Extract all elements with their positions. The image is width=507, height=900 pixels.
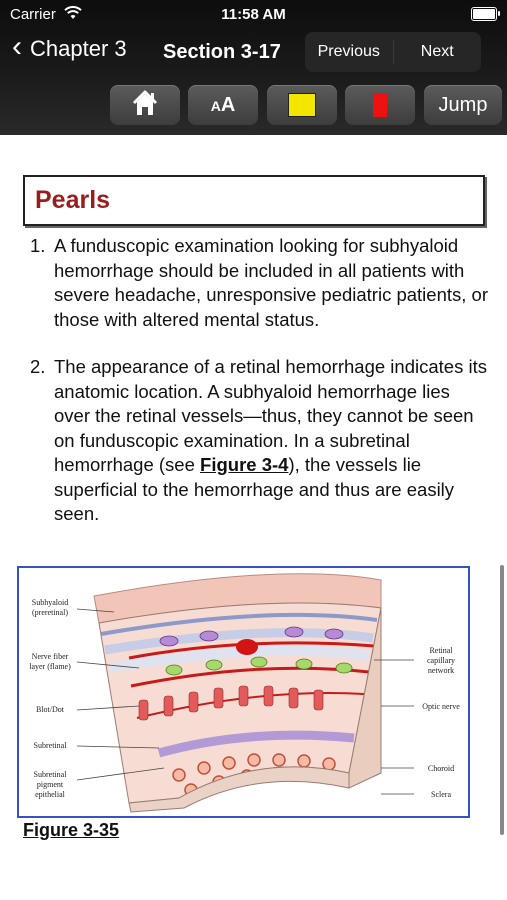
list-item [30,355,490,527]
toolbar [0,85,507,127]
top-bar [0,0,507,135]
pearls-header-box [23,175,485,226]
next-button[interactable]: Next [420,43,454,60]
back-label: Chapter 3 [30,36,127,61]
item-text: A funduscopic examination looking for subhyaloid hemorrhage should be included in all patients with severe headache, unresponsive pediatric patients, or those with altered mental status. [54,235,488,330]
label-text: network [427,666,455,675]
label-text: Subretinal [33,741,67,750]
label-text: capillary [427,656,455,665]
red-highlight-icon [373,93,387,117]
label-text: Subretinal [33,770,67,779]
label-text: Optic nerve [422,702,460,711]
figure-3-4-link[interactable]: Figure 3-4 [200,454,289,475]
item-text-before-link: The appearance of a retinal hemorrhage indicates its anatomic location. A subhyaloid hemorrhage lies over the retinal vessels—thus, they cannot be seen on funduscopic examination. In a subretinal hemorrhage (see [54,356,487,475]
clock: 11:58 AM [221,6,286,23]
previous-button[interactable]: Previous [317,43,380,60]
label-subhyaloid [23,598,77,618]
item-number: 2. [30,356,46,377]
highlight-red-button[interactable] [345,85,415,125]
label-blot-dot [23,705,77,715]
list-item [30,234,490,332]
label-text: Choroid [427,764,455,773]
label-subretinal [23,741,77,751]
pearls-list [30,234,490,550]
label-text: epithelial [35,790,65,799]
label-text: layer (flame) [29,662,71,671]
item-number: 1. [30,235,46,256]
retina-figure[interactable] [17,566,470,818]
label-rpe [23,770,77,800]
figure-caption-link[interactable]: Figure 3-35 [23,820,120,840]
font-size-icon: AA [210,93,236,116]
item-text-after-link: ), the vessels lie superficial to the hemorrhage and thus are easily seen. [54,454,455,524]
label-optic-nerve [417,702,465,712]
label-choroid [417,764,465,774]
status-bar [0,0,507,28]
label-nerve-fiber [23,652,77,672]
label-text: Sclera [431,790,451,799]
scrollbar[interactable] [500,565,504,835]
jump-button[interactable]: Jump [424,85,502,125]
prev-next-control [305,32,481,72]
back-button[interactable] [12,30,127,63]
label-text: pigment [36,780,64,789]
font-size-button[interactable] [188,85,258,125]
home-icon [131,89,159,122]
carrier-label: Carrier [10,6,56,23]
label-text: Blot/Dot [35,705,64,714]
label-text: Nerve fiber [31,652,69,661]
home-button[interactable] [110,85,180,125]
retina-diagram [19,568,468,816]
content-area [0,135,507,900]
label-text: (preretinal) [32,608,68,617]
chevron-left-icon: ‹ [12,30,22,63]
label-retinal-capillary [417,646,465,676]
page-title: Section 3-17 [163,41,281,63]
label-sclera [417,790,465,800]
highlight-yellow-button[interactable] [267,85,337,125]
navigation-row [0,32,507,74]
label-text: Subhyaloid [31,598,69,607]
yellow-highlight-icon [288,93,316,117]
label-text: Retinal [429,646,453,655]
battery-icon [471,7,497,21]
pearls-title: Pearls [35,186,111,214]
